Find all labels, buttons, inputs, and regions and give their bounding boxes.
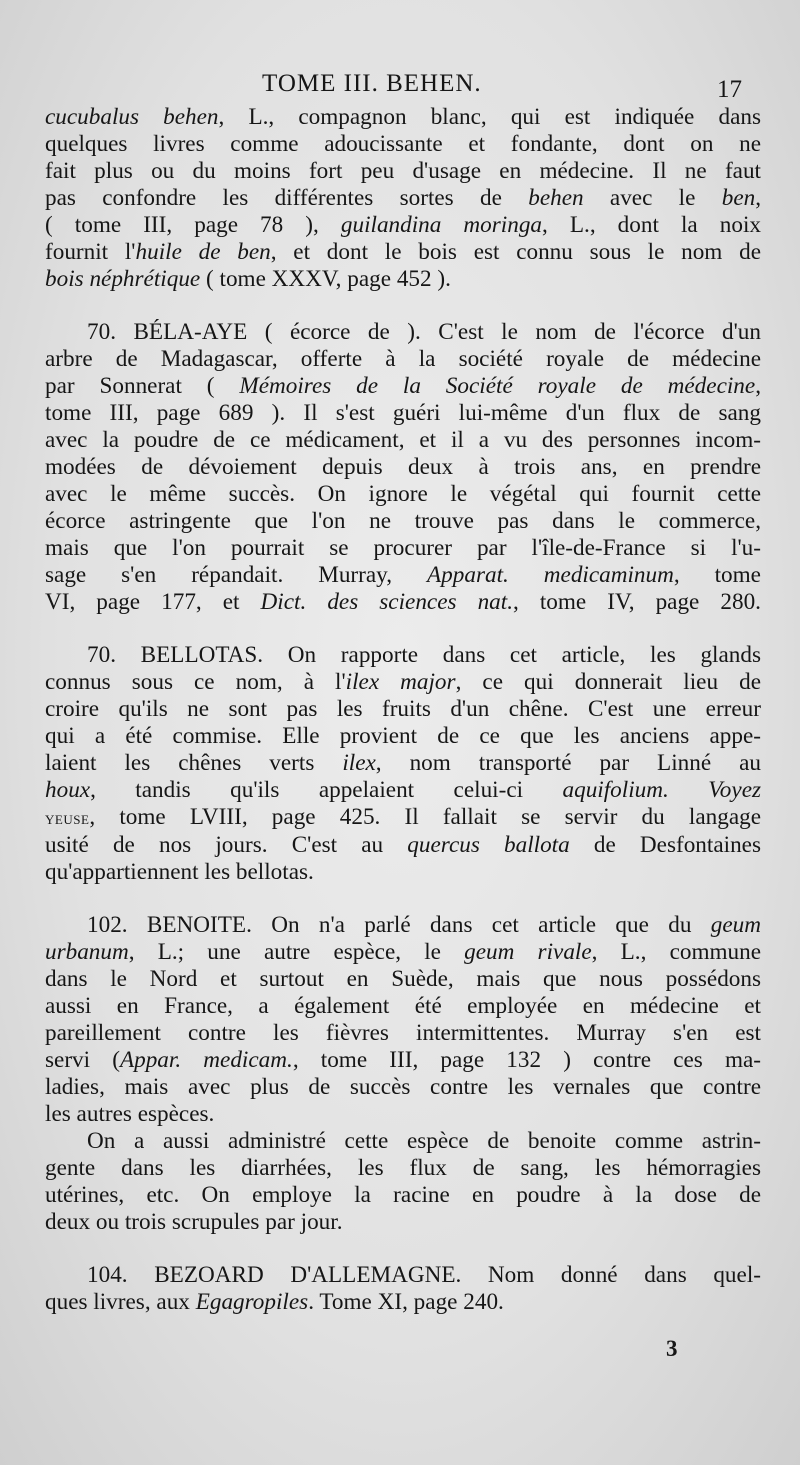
text-line: bois néphrétique ( tome XXXV, page 452 ). [45, 266, 451, 292]
text-line: pareillement contre les fièvres intermittentes. Murray s'en est [45, 1020, 761, 1046]
italic-text: behen [528, 185, 584, 211]
text-line: croire qu'ils ne sont pas les fruits d'un chêne. C'est une erreur [45, 696, 761, 722]
italic-text: houx [45, 777, 91, 803]
text-line: servi (Appar. medicam., tome III, page 132 ) contre ces ma- [45, 1047, 761, 1073]
italic-text: Egagropiles [195, 1289, 309, 1315]
text-line: usité de nos jours. C'est au quercus ballota de Desfontaines [45, 832, 761, 858]
italic-text: bois néphrétique [45, 266, 201, 292]
entry-bellotas [45, 642, 761, 886]
italic-text: ilex major [345, 669, 456, 695]
italic-text: Apparat. medicaminum [427, 562, 674, 588]
text-line: 70. BÉLA-AYE ( écorce de ). C'est le nom de l'écorce d'un [87, 319, 761, 345]
italic-text: Dict. des sciences nat. [260, 589, 513, 615]
italic-text: quercus ballota [407, 832, 570, 858]
text-line: deux ou trois scrupules par jour. [45, 1209, 343, 1235]
text-line: 70. BELLOTAS. On rapporte dans cet article, les glands [87, 642, 761, 668]
text-line: sage s'en répandait. Murray, Apparat. medicaminum, tome [45, 562, 761, 588]
text-line: avec la poudre de ce médicament, et il a vu des personnes incom- [45, 427, 761, 453]
text-line: ques livres, aux Egagropiles. Tome XI, page 240. [45, 1289, 504, 1315]
text-line: les autres espèces. [45, 1101, 215, 1127]
text-line: écorce astringente que l'on ne trouve pas dans le commerce, [45, 508, 761, 534]
page-number: 17 [717, 76, 742, 103]
italic-text: geum rivale [464, 939, 592, 965]
text-line: aussi en France, a également été employée en médecine et [45, 993, 761, 1019]
italic-text: aquifolium. Voyez [562, 777, 762, 803]
text-line: ( tome III, page 78 ), guilandina moringa, L., dont la noix [45, 212, 761, 238]
text-line: 102. BENOITE. On n'a parlé dans cet article que du geum [87, 912, 761, 938]
entry-benoite-second-paragraph [45, 1128, 761, 1236]
text-line: fait plus ou du moins fort peu d'usage en médecine. Il ne faut [45, 158, 761, 184]
text-line: VI, page 177, et Dict. des sciences nat., tome IV, page 280. [45, 589, 761, 615]
text-line: connus sous ce nom, à l'ilex major, ce qui donnerait lieu de [45, 669, 761, 695]
text-line: dans le Nord et surtout en Suède, mais que nous possédons [45, 966, 761, 992]
italic-text: geum [710, 912, 761, 938]
text-line: quelques livres comme adoucissante et fondante, dont on ne [45, 131, 761, 157]
text-line: houx, tandis qu'ils appelaient celui-ci aquifolium. Voyez [45, 777, 762, 803]
page-body [45, 104, 761, 1316]
italic-text: Appar. medicam. [119, 1047, 293, 1073]
text-line: mais que l'on pourrait se procurer par l'île-de-France si l'u- [45, 535, 761, 561]
text-line: qu'appartiennent les bellotas. [45, 859, 314, 885]
entry-bezoard [45, 1262, 761, 1316]
text-line: 104. BEZOARD D'ALLEMAGNE. Nom donné dans quel- [87, 1262, 761, 1288]
text-line: tome III, page 689 ). Il s'est guéri lui-même d'un flux de sang [45, 400, 761, 426]
entry-benoite [45, 912, 761, 1128]
text-line: utérines, etc. On employe la racine en poudre à la dose de [45, 1182, 761, 1208]
italic-text: ben [721, 185, 756, 211]
text-line: On a aussi administré cette espèce de benoite comme astrin- [87, 1128, 761, 1154]
text-line: par Sonnerat ( Mémoires de la Société royale de médecine, [45, 373, 761, 399]
signature-mark: 3 [666, 1336, 678, 1361]
text-line: yeuse, tome LVIII, page 425. Il fallait se servir du langage [45, 804, 761, 830]
italic-text: cucubalus behen [45, 104, 219, 130]
text-line: cucubalus behen, L., compagnon blanc, qui est indiquée dans [45, 104, 761, 130]
entry-bela-aye [45, 319, 761, 616]
entry-behen-continuation [45, 104, 761, 293]
small-caps-text: yeuse [45, 808, 90, 828]
italic-text: ilex [342, 750, 376, 776]
text-line: ladies, mais avec plus de succès contre les vernales que contre [45, 1074, 761, 1100]
text-line: fournit l'huile de ben, et dont le bois est connu sous le nom de [45, 239, 761, 265]
italic-text: urbanum [45, 939, 129, 965]
text-line: modées de dévoiement depuis deux à trois ans, en prendre [45, 454, 761, 480]
italic-text: guilandina moringa [340, 212, 543, 238]
running-head: TOME III. BEHEN. [262, 70, 482, 97]
italic-text: Mémoires de la Société royale de médecine [239, 373, 756, 399]
page-header [0, 70, 800, 104]
text-line: qui a été commise. Elle provient de ce que les anciens appe- [45, 723, 761, 749]
text-line: laient les chênes verts ilex, nom transporté par Linné au [45, 750, 761, 776]
text-line: gente dans les diarrhées, les flux de sang, les hémorragies [45, 1155, 761, 1181]
text-line: avec le même succès. On ignore le végétal qui fournit cette [45, 481, 761, 507]
text-line: urbanum, L.; une autre espèce, le geum rivale, L., commune [45, 939, 762, 965]
italic-text: huile de ben [135, 239, 271, 265]
text-line: pas confondre les différentes sortes de behen avec le ben, [45, 185, 761, 211]
text-line: arbre de Madagascar, offerte à la société royale de médecine [45, 346, 761, 372]
